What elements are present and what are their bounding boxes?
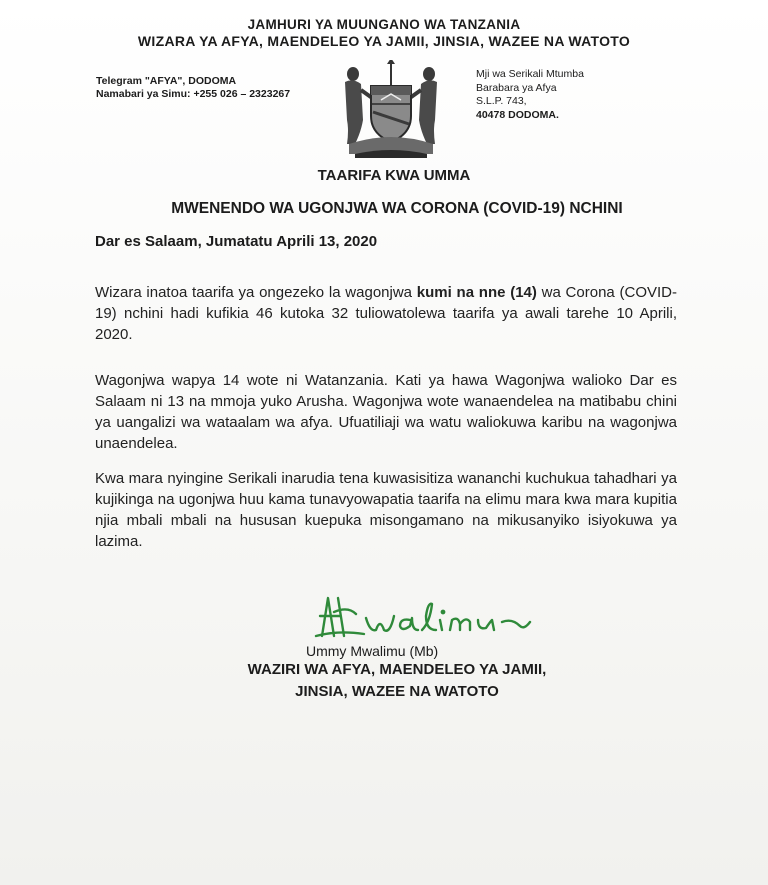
letterhead-contact — [96, 75, 290, 101]
letterhead-ministry: WIZARA YA AFYA, MAENDELEO YA JAMII, JINSIA, WAZEE NA WATOTO — [137, 33, 631, 49]
paragraph-2: Wagonjwa wapya 14 wote ni Watanzania. Kati ya hawa Wagonjwa walioko Dar es Salaam ni 13 na mmoja yuko Arusha. Wagonjwa wote wanaendelea na matibabu chini ya uangalizi wa wataalam wa afya. Ufuatiliaji wa watu waliokuwa karibu na wagonjwa unaendelea. — [95, 372, 677, 452]
notice-subtitle: MWENENDO WA UGONJWA WA CORONA (COVID-19) NCHINI — [171, 200, 623, 217]
handwritten-signature — [298, 592, 570, 644]
address-line: 40478 DODOMA. — [476, 108, 559, 121]
paragraph-3: Kwa mara nyingine Serikali inarudia tena kuwasisitiza wananchi kuchukua tahadhari ya kujikinga na ugonjwa huu kama tunavyowapatia taarifa na elimu mara kwa mara kupitia njia mbali mbali na hususan kuepuka misongamano na mikusanyiko isiyokuwa ya lazima. — [95, 470, 677, 550]
address-line: S.L.P. 743, — [476, 95, 527, 107]
paragraph-1-text: Wizara inatoa taarifa ya ongezeko la wagonjwa — [95, 284, 417, 301]
signer-office-line-1: WAZIRI WA AFYA, MAENDELEO YA JAMII, — [247, 661, 547, 678]
signer-name: Ummy Mwalimu (Mb) — [306, 643, 439, 659]
phone-line: Namabari ya Simu: +255 026 – 2323267 — [96, 88, 291, 100]
letterhead-address — [476, 68, 584, 122]
paragraph-1-emphasis: kumi na nne (14) — [416, 284, 537, 301]
notice-title: TAARIFA KWA UMMA — [317, 167, 471, 184]
paragraph-1-text: wa Corona (COVID-19) nchini hadi kufikia 46 kutoka 32 tuliowatolewa taarifa ya awali tarehe 10 Aprili, 2020. — [95, 284, 677, 343]
dateline: Dar es Salaam, Jumatatu Aprili 13, 2020 — [95, 233, 378, 250]
signer-office-line-2: JINSIA, WAZEE NA WATOTO — [295, 683, 499, 700]
address-line: Mji wa Serikali Mtumba — [476, 68, 584, 80]
coat-of-arms-icon — [335, 60, 447, 160]
letterhead-country: JAMHURI YA MUUNGANO WA TANZANIA — [247, 17, 521, 32]
address-line: Barabara ya Afya — [476, 81, 557, 94]
paragraph-1 — [95, 282, 677, 345]
telegram-line: Telegram "AFYA", DODOMA — [96, 75, 237, 87]
